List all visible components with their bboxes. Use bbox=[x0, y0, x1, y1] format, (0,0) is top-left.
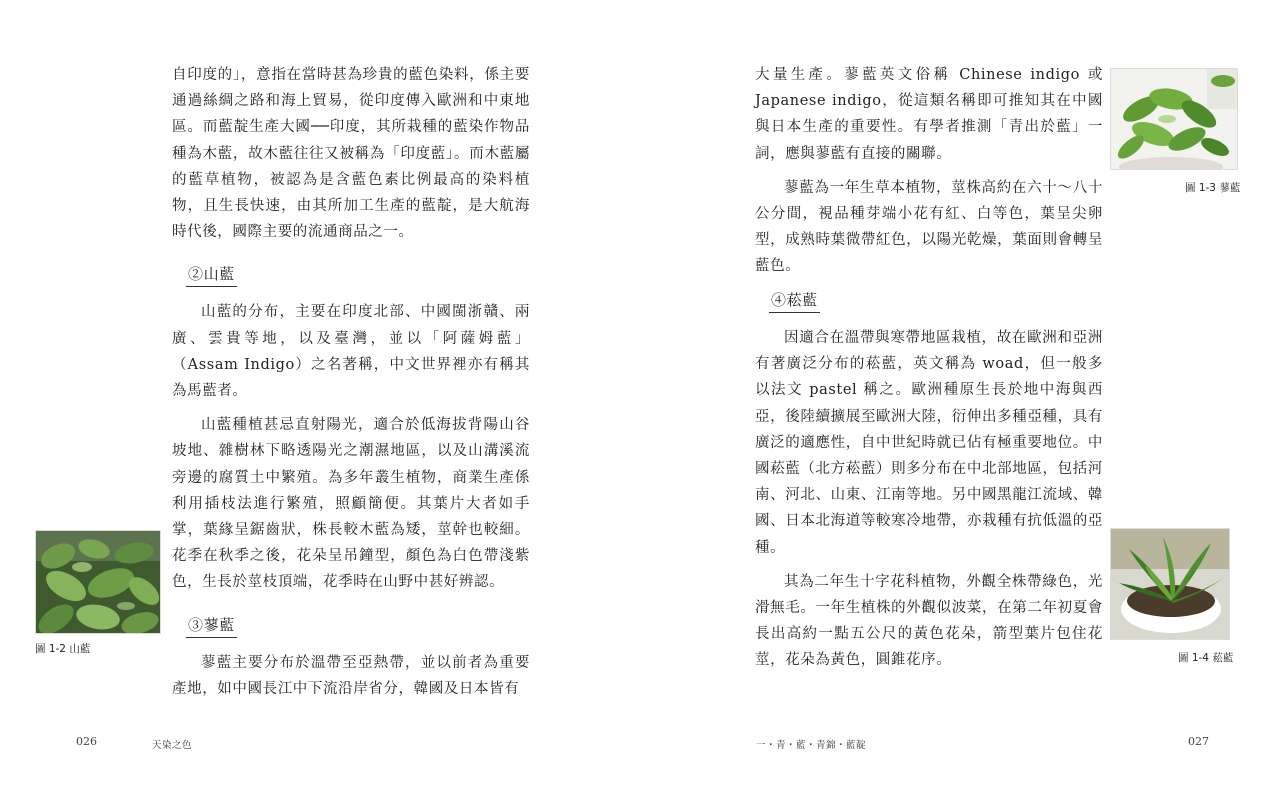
figure-caption: 圖 1-3 蓼藍 bbox=[1185, 182, 1241, 194]
paragraph: 蓼藍主要分布於溫帶至亞熱帶，並以前者為重要產地，如中國長江中下流沿岸省分，韓國及日本皆有 bbox=[172, 654, 530, 697]
paragraph: 自印度的」，意指在當時甚為珍貴的藍色染料，係主要通過絲綢之路和海上貿易，從印度傳入歐洲和中東地區。而藍靛生產大國──印度，其所栽種的藍染作物品種為木藍，故木藍往往又被稱為「印度藍」。而木藍屬的藍草植物，被認為是含藍色素比例最高的染料植物，且生長快速，由其所加工生產的藍靛，是大航海時代後，國際主要的流通商品之一。 bbox=[172, 67, 530, 241]
plant-photo-illustration bbox=[1111, 529, 1230, 640]
figure-song-lan-photo bbox=[1110, 528, 1230, 640]
right-text-column-top bbox=[755, 62, 1103, 280]
figure-liao-lan-photo bbox=[1110, 68, 1238, 170]
section-heading-shan-lan: ②山藍 bbox=[186, 263, 237, 287]
left-text-column bbox=[172, 62, 530, 702]
section-heading-liao-lan: ③蓼藍 bbox=[186, 614, 237, 638]
paragraph: 因適合在溫帶與寒帶地區栽植，故在歐洲和亞洲有著廣泛分布的菘藍，英文稱為 woad，但一般多以法文 pastel 稱之。歐洲種原生長於地中海與西亞，後陸續擴展至歐洲大陸，衍伸出多種亞種，具有廣泛的適應性，自中世紀時就已佔有極重要地位。中國菘藍（北方菘藍）則多分布在中北部地區，包括河南、河北、山東、江南等地。另中國黑龍江流域、韓國、日本北海道等較寒冷地帶，亦栽種有抗低溫的亞種。 bbox=[755, 330, 1103, 556]
right-text-column-mid bbox=[755, 288, 1103, 674]
figure-shan-lan-photo bbox=[35, 530, 161, 634]
plant-photo-illustration bbox=[1111, 69, 1238, 170]
page-number: 026 bbox=[76, 735, 97, 748]
running-title: 天染之色 bbox=[152, 740, 193, 751]
paragraph: 大量生產。蓼藍英文俗稱 Chinese indigo 或 Japanese indigo，從這類名稱即可推知其在中國與日本生產的重要性。有學者推測「青出於藍」一詞，應與蓼藍有直接的關聯。 bbox=[755, 67, 1103, 162]
plant-photo-illustration bbox=[36, 531, 161, 634]
figure-caption: 圖 1-2 山藍 bbox=[35, 643, 91, 655]
paragraph: 其為二年生十字花科植物，外觀全株帶綠色，光滑無毛。一年生植株的外觀似波菜，在第二年初夏會長出高約一點五公尺的黃色花朵，箭型葉片包住花莖，花朵為黃色，圓錐花序。 bbox=[755, 573, 1103, 669]
page-number: 027 bbox=[1188, 735, 1209, 748]
paragraph: 山藍種植甚忌直射陽光，適合於低海拔背陽山谷坡地、雜樹林下略透陽光之潮濕地區，以及山溝溪流旁邊的腐質土中繁殖。為多年叢生植物，商業生產係利用插枝法進行繁殖，照顧簡便。其葉片大者如手掌，葉緣呈鋸齒狀，株長較木藍為矮，莖幹也較細。花季在秋季之後，花朵呈吊鐘型，顏色為白色帶淺紫色，生長於莖枝頂端，花季時在山野中甚好辨認。 bbox=[172, 417, 530, 591]
figure-caption: 圖 1-4 菘藍 bbox=[1178, 652, 1234, 664]
running-title: 一・青・藍・青錦・藍靛 bbox=[756, 740, 867, 751]
section-heading-song-lan: ④菘藍 bbox=[769, 289, 820, 313]
paragraph: 山藍的分布，主要在印度北部、中國閩浙贛、兩廣、雲貴等地，以及臺灣，並以「阿薩姆藍」（Assam Indigo）之名著稱，中文世界裡亦有稱其為馬藍者。 bbox=[172, 304, 530, 400]
paragraph: 蓼藍為一年生草本植物，莖株高約在六十～八十公分間，視品種芽端小花有紅、白等色，葉呈尖卵型，成熟時葉微帶紅色，以陽光乾燥，葉面則會轉呈藍色。 bbox=[755, 179, 1103, 275]
right-page bbox=[640, 0, 1280, 800]
